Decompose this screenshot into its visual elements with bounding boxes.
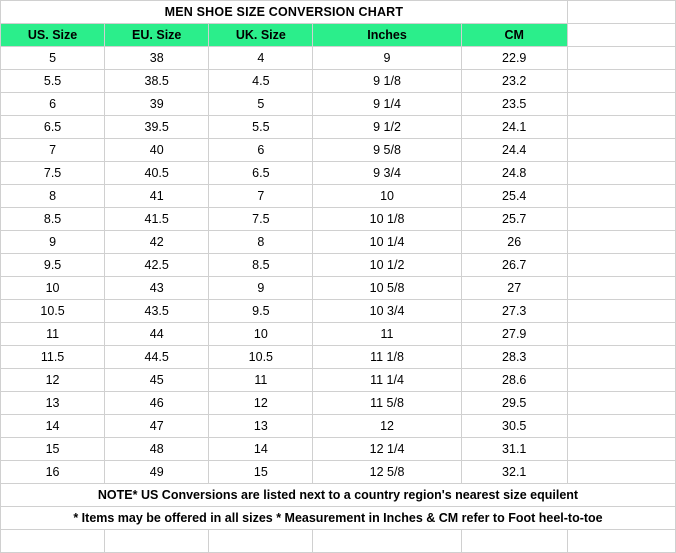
cell-us-size: 5.5 bbox=[1, 70, 105, 93]
cell-eu-size: 41.5 bbox=[105, 208, 209, 231]
column-header-uk-size: UK. Size bbox=[209, 24, 313, 47]
table-row bbox=[1, 254, 676, 277]
blank-cell bbox=[209, 530, 313, 553]
cell-eu-size: 44.5 bbox=[105, 346, 209, 369]
row-spacer bbox=[567, 70, 675, 93]
row-spacer bbox=[567, 346, 675, 369]
bottom-blank-row bbox=[1, 530, 676, 553]
cell-us-size: 9 bbox=[1, 231, 105, 254]
cell-inches: 10 bbox=[313, 185, 461, 208]
cell-us-size: 6.5 bbox=[1, 116, 105, 139]
row-spacer bbox=[567, 323, 675, 346]
table-row bbox=[1, 208, 676, 231]
row-spacer bbox=[567, 116, 675, 139]
note-row-2 bbox=[1, 507, 676, 530]
cell-us-size: 11.5 bbox=[1, 346, 105, 369]
cell-us-size: 14 bbox=[1, 415, 105, 438]
cell-inches: 9 bbox=[313, 47, 461, 70]
cell-inches: 9 5/8 bbox=[313, 139, 461, 162]
cell-cm: 23.2 bbox=[461, 70, 567, 93]
cell-cm: 29.5 bbox=[461, 392, 567, 415]
row-spacer bbox=[567, 162, 675, 185]
cell-uk-size: 11 bbox=[209, 369, 313, 392]
cell-inches: 12 5/8 bbox=[313, 461, 461, 484]
cell-cm: 31.1 bbox=[461, 438, 567, 461]
cell-inches: 12 bbox=[313, 415, 461, 438]
row-spacer bbox=[567, 438, 675, 461]
blank-cell bbox=[1, 530, 105, 553]
note-row-1 bbox=[1, 484, 676, 507]
cell-cm: 22.9 bbox=[461, 47, 567, 70]
cell-uk-size: 8.5 bbox=[209, 254, 313, 277]
cell-eu-size: 44 bbox=[105, 323, 209, 346]
cell-eu-size: 42.5 bbox=[105, 254, 209, 277]
cell-uk-size: 13 bbox=[209, 415, 313, 438]
cell-us-size: 6 bbox=[1, 93, 105, 116]
table-row bbox=[1, 300, 676, 323]
cell-cm: 24.4 bbox=[461, 139, 567, 162]
cell-us-size: 10.5 bbox=[1, 300, 105, 323]
cell-inches: 11 bbox=[313, 323, 461, 346]
cell-inches: 11 5/8 bbox=[313, 392, 461, 415]
row-spacer bbox=[567, 369, 675, 392]
row-spacer bbox=[567, 277, 675, 300]
cell-inches: 11 1/4 bbox=[313, 369, 461, 392]
table-row bbox=[1, 415, 676, 438]
row-spacer bbox=[567, 47, 675, 70]
cell-inches: 9 1/4 bbox=[313, 93, 461, 116]
note-conversions: NOTE* US Conversions are listed next to a country region's nearest size equilent bbox=[1, 484, 676, 507]
cell-uk-size: 4.5 bbox=[209, 70, 313, 93]
cell-uk-size: 9 bbox=[209, 277, 313, 300]
cell-inches: 9 1/2 bbox=[313, 116, 461, 139]
cell-eu-size: 43.5 bbox=[105, 300, 209, 323]
column-header-inches: Inches bbox=[313, 24, 461, 47]
table-row bbox=[1, 139, 676, 162]
cell-uk-size: 9.5 bbox=[209, 300, 313, 323]
cell-cm: 27 bbox=[461, 277, 567, 300]
cell-inches: 10 5/8 bbox=[313, 277, 461, 300]
table-row bbox=[1, 392, 676, 415]
cell-eu-size: 48 bbox=[105, 438, 209, 461]
cell-cm: 25.4 bbox=[461, 185, 567, 208]
table-row bbox=[1, 47, 676, 70]
cell-eu-size: 43 bbox=[105, 277, 209, 300]
cell-eu-size: 47 bbox=[105, 415, 209, 438]
column-header-us-size: US. Size bbox=[1, 24, 105, 47]
header-row-spacer bbox=[567, 24, 675, 47]
header-row bbox=[1, 24, 676, 47]
table-row bbox=[1, 277, 676, 300]
cell-inches: 10 3/4 bbox=[313, 300, 461, 323]
cell-us-size: 8.5 bbox=[1, 208, 105, 231]
cell-cm: 27.3 bbox=[461, 300, 567, 323]
table-row bbox=[1, 185, 676, 208]
cell-uk-size: 4 bbox=[209, 47, 313, 70]
blank-cell bbox=[461, 530, 567, 553]
cell-uk-size: 7.5 bbox=[209, 208, 313, 231]
cell-cm: 24.8 bbox=[461, 162, 567, 185]
table-body bbox=[1, 1, 676, 553]
cell-uk-size: 15 bbox=[209, 461, 313, 484]
cell-uk-size: 5.5 bbox=[209, 116, 313, 139]
cell-us-size: 7 bbox=[1, 139, 105, 162]
table-row bbox=[1, 70, 676, 93]
cell-us-size: 11 bbox=[1, 323, 105, 346]
cell-uk-size: 8 bbox=[209, 231, 313, 254]
cell-eu-size: 38 bbox=[105, 47, 209, 70]
cell-cm: 26 bbox=[461, 231, 567, 254]
cell-us-size: 13 bbox=[1, 392, 105, 415]
cell-uk-size: 12 bbox=[209, 392, 313, 415]
cell-uk-size: 10.5 bbox=[209, 346, 313, 369]
cell-cm: 26.7 bbox=[461, 254, 567, 277]
row-spacer bbox=[567, 461, 675, 484]
cell-inches: 10 1/8 bbox=[313, 208, 461, 231]
title-row-spacer bbox=[567, 1, 675, 24]
table-row bbox=[1, 346, 676, 369]
table-row bbox=[1, 438, 676, 461]
cell-uk-size: 6.5 bbox=[209, 162, 313, 185]
cell-eu-size: 49 bbox=[105, 461, 209, 484]
cell-eu-size: 38.5 bbox=[105, 70, 209, 93]
row-spacer bbox=[567, 415, 675, 438]
column-header-eu-size: EU. Size bbox=[105, 24, 209, 47]
table-row bbox=[1, 162, 676, 185]
title-row bbox=[1, 1, 676, 24]
column-header-cm: CM bbox=[461, 24, 567, 47]
row-spacer bbox=[567, 254, 675, 277]
cell-eu-size: 40 bbox=[105, 139, 209, 162]
blank-cell bbox=[105, 530, 209, 553]
cell-cm: 25.7 bbox=[461, 208, 567, 231]
cell-us-size: 12 bbox=[1, 369, 105, 392]
cell-eu-size: 46 bbox=[105, 392, 209, 415]
cell-eu-size: 42 bbox=[105, 231, 209, 254]
table-row bbox=[1, 461, 676, 484]
cell-inches: 9 3/4 bbox=[313, 162, 461, 185]
cell-cm: 32.1 bbox=[461, 461, 567, 484]
cell-inches: 9 1/8 bbox=[313, 70, 461, 93]
table-row bbox=[1, 369, 676, 392]
cell-cm: 23.5 bbox=[461, 93, 567, 116]
cell-uk-size: 14 bbox=[209, 438, 313, 461]
blank-cell bbox=[313, 530, 461, 553]
cell-inches: 10 1/4 bbox=[313, 231, 461, 254]
cell-us-size: 8 bbox=[1, 185, 105, 208]
row-spacer bbox=[567, 300, 675, 323]
page-title: MEN SHOE SIZE CONVERSION CHART bbox=[1, 1, 568, 24]
table-row bbox=[1, 323, 676, 346]
row-spacer bbox=[567, 392, 675, 415]
cell-us-size: 10 bbox=[1, 277, 105, 300]
note-measurement: * Items may be offered in all sizes * Measurement in Inches & CM refer to Foot heel-to-toe bbox=[1, 507, 676, 530]
cell-cm: 30.5 bbox=[461, 415, 567, 438]
cell-cm: 28.6 bbox=[461, 369, 567, 392]
cell-inches: 10 1/2 bbox=[313, 254, 461, 277]
cell-cm: 27.9 bbox=[461, 323, 567, 346]
cell-eu-size: 45 bbox=[105, 369, 209, 392]
cell-inches: 11 1/8 bbox=[313, 346, 461, 369]
cell-us-size: 9.5 bbox=[1, 254, 105, 277]
row-spacer bbox=[567, 139, 675, 162]
table-row bbox=[1, 93, 676, 116]
cell-cm: 24.1 bbox=[461, 116, 567, 139]
cell-eu-size: 39.5 bbox=[105, 116, 209, 139]
row-spacer bbox=[567, 93, 675, 116]
row-spacer bbox=[567, 231, 675, 254]
cell-eu-size: 39 bbox=[105, 93, 209, 116]
cell-eu-size: 40.5 bbox=[105, 162, 209, 185]
cell-us-size: 5 bbox=[1, 47, 105, 70]
cell-inches: 12 1/4 bbox=[313, 438, 461, 461]
cell-us-size: 15 bbox=[1, 438, 105, 461]
cell-uk-size: 6 bbox=[209, 139, 313, 162]
blank-cell bbox=[567, 530, 675, 553]
cell-uk-size: 7 bbox=[209, 185, 313, 208]
table-row bbox=[1, 116, 676, 139]
row-spacer bbox=[567, 208, 675, 231]
cell-eu-size: 41 bbox=[105, 185, 209, 208]
cell-us-size: 16 bbox=[1, 461, 105, 484]
cell-us-size: 7.5 bbox=[1, 162, 105, 185]
cell-uk-size: 5 bbox=[209, 93, 313, 116]
cell-uk-size: 10 bbox=[209, 323, 313, 346]
cell-cm: 28.3 bbox=[461, 346, 567, 369]
row-spacer bbox=[567, 185, 675, 208]
table-row bbox=[1, 231, 676, 254]
